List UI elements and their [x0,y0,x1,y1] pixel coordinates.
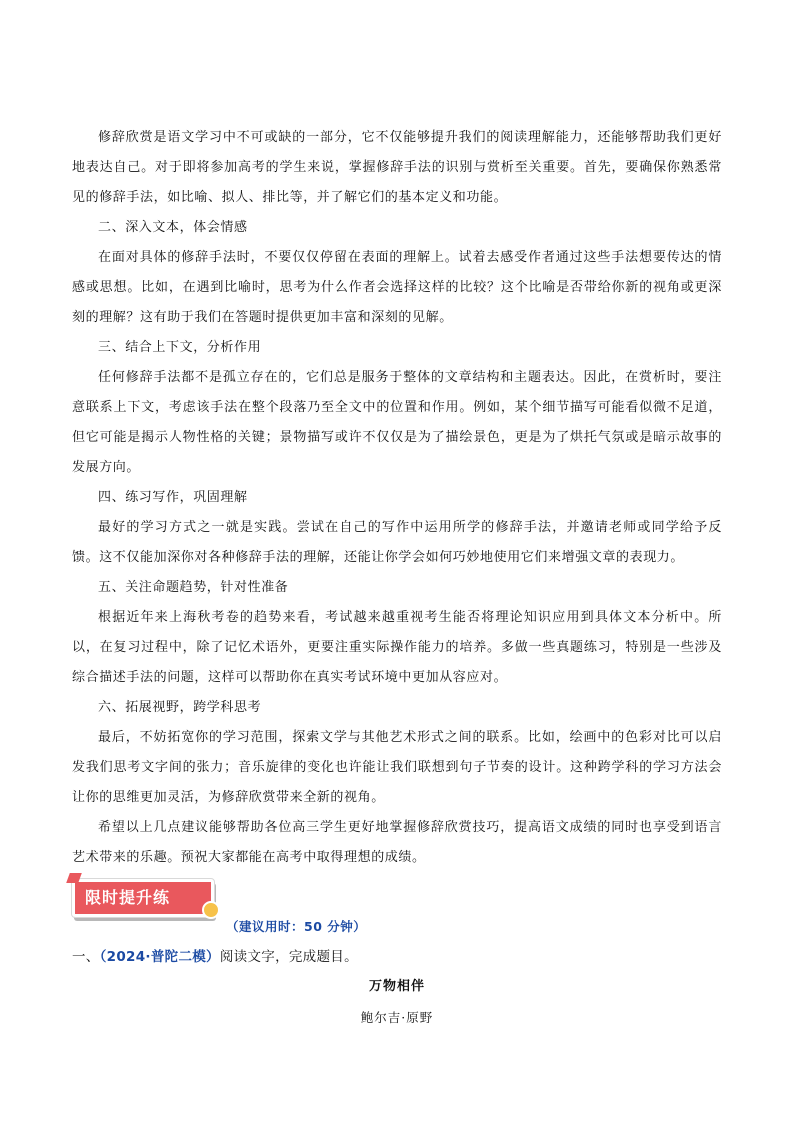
section-heading-2: 二、深入文本，体会情感 [98,220,248,235]
question-instruction: 阅读文字，完成题目。 [219,949,358,965]
section-heading-5: 五、关注命题趋势，针对性准备 [98,580,289,595]
section-heading-3: 三、结合上下文，分析作用 [98,340,262,355]
paragraph-5: 根据近年来上海秋考卷的趋势来看，考试越来越重视考生能否将理论知识应用到具体文本分析中。所以，在复习过程中，除了记忆术语外，更要注重实际操作能力的培养。多做一些真题练习，特别是一些涉及综合描述手法的问题，这样可以帮助你在真实考试环境中更加从容应对。 [72,610,722,685]
paragraph-4: 最好的学习方式之一就是实践。尝试在自己的写作中运用所学的修辞手法，并邀请老师或同学给予反馈。这不仅能加深你对各种修辞手法的理解，还能让你学会如何巧妙地使用它们来增强文章的表现力。 [72,520,722,565]
question-number: 一、 [72,949,100,965]
question-prompt [72,945,358,965]
section-heading-4: 四、练习写作，巩固理解 [98,490,248,505]
practice-badge [72,879,232,929]
article-body [72,123,722,873]
badge-label-box [72,879,214,917]
question-source: （2024·普陀二模） [99,949,220,965]
article-author: 鲍尔吉·原野 [360,1010,434,1025]
paragraph-6: 最后，不妨拓宽你的学习范围，探索文学与其他艺术形式之间的联系。比如，绘画中的色彩对比可以启发我们思考文字间的张力；音乐旋律的变化也许能让我们联想到句子节奏的设计。这种跨学科的学习方法会让你的思维更加灵活，为修辞欣赏带来全新的视角。 [72,730,722,805]
paragraph-closing: 希望以上几点建议能够帮助各位高三学生更好地掌握修辞欣赏技巧，提高语文成绩的同时也享受到语言艺术带来的乐趣。预祝大家都能在高考中取得理想的成绩。 [72,820,722,865]
paragraph-3: 任何修辞手法都不是孤立存在的，它们总是服务于整体的文章结构和主题表达。因此，在赏析时，要注意联系上下文，考虑该手法在整个段落乃至全文中的位置和作用。例如，某个细节描写可能看似微不足道，但它可能是揭示人物性格的关键；景物描写或许不仅仅是为了描绘景色，更是为了烘托气氛或是暗示故事的发展方向。 [72,370,722,475]
section-heading-6: 六、拓展视野，跨学科思考 [98,700,262,715]
paragraph-intro: 修辞欣赏是语文学习中不可或缺的一部分，它不仅能够提升我们的阅读理解能力，还能够帮助我们更好地表达自己。对于即将参加高考的学生来说，掌握修辞手法的识别与赏析至关重要。首先，要确保你熟悉常见的修辞手法，如比喻、拟人、排比等，并了解它们的基本定义和功能。 [72,130,722,205]
badge-dot-icon [202,901,220,919]
badge-label: 限时提升练 [85,888,171,907]
article-title: 万物相伴 [368,979,425,994]
paragraph-2: 在面对具体的修辞手法时，不要仅仅停留在表面的理解上。试着去感受作者通过这些手法想要传达的情感或思想。比如，在遇到比喻时，思考为什么作者会选择这样的比较？这个比喻是否带给你新的视角或更深刻的理解？这有助于我们在答题时提供更加丰富和深刻的见解。 [72,250,722,325]
suggested-time: （建议用时：50 分钟） [226,919,367,934]
